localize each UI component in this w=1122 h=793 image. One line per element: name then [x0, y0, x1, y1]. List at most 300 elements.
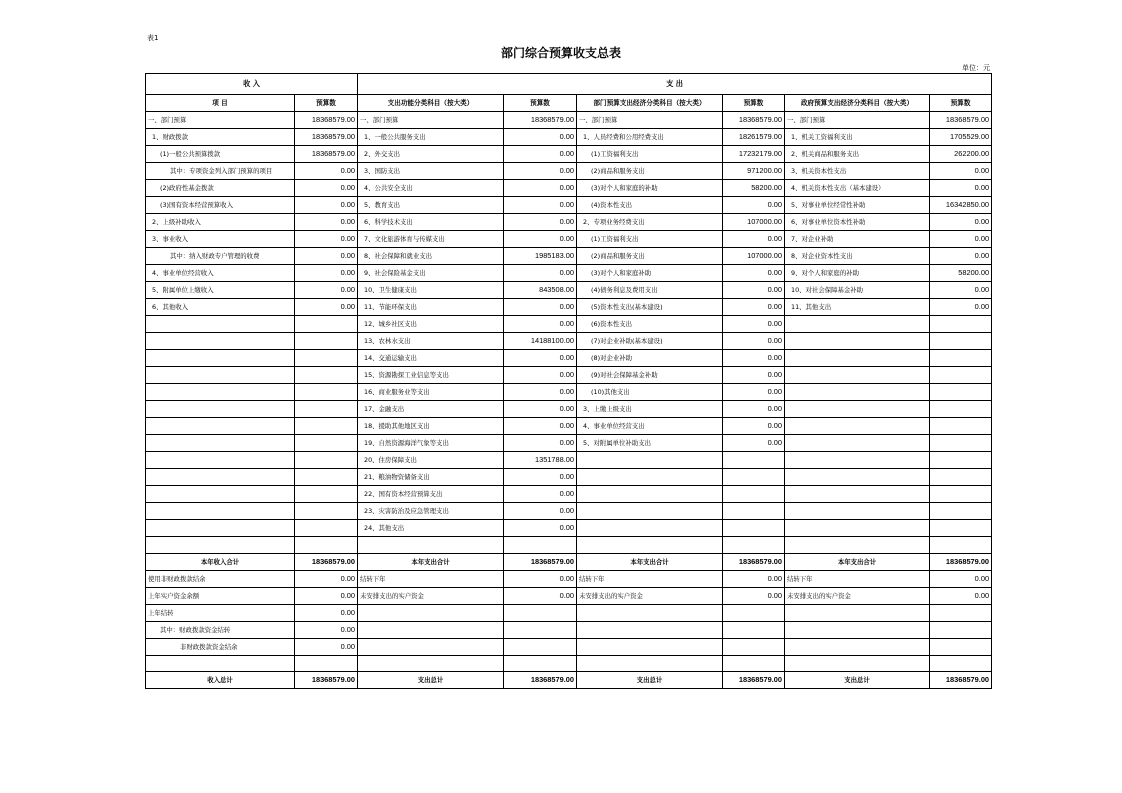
item-cell: 本年支出合计 [358, 554, 504, 571]
amount-cell [723, 452, 785, 469]
item-cell [785, 503, 930, 520]
item-cell [146, 435, 295, 452]
amount-cell: 16342850.00 [930, 197, 992, 214]
item-cell: 7、文化旅游体育与传媒支出 [358, 231, 504, 248]
item-cell: 上年结转 [146, 605, 295, 622]
amount-cell: 0.00 [723, 316, 785, 333]
item-cell: 3、事业收入 [146, 231, 295, 248]
amount-cell: 0.00 [295, 231, 358, 248]
amount-cell: 0.00 [504, 231, 577, 248]
item-cell [785, 367, 930, 384]
item-cell: (8)对企业补助 [577, 350, 723, 367]
column-header: 预算数 [930, 95, 992, 112]
amount-cell: 0.00 [504, 486, 577, 503]
amount-cell: 0.00 [723, 571, 785, 588]
column-header: 预算数 [723, 95, 785, 112]
amount-cell: 971200.00 [723, 163, 785, 180]
empty-cell [723, 537, 785, 554]
item-cell: (9)对社会保障基金补助 [577, 367, 723, 384]
table-row [146, 418, 992, 435]
item-cell: 使用非财政拨款结余 [146, 571, 295, 588]
amount-cell [930, 316, 992, 333]
item-cell: 支出总计 [785, 672, 930, 689]
table-row [146, 605, 992, 622]
item-cell: 24、其他支出 [358, 520, 504, 537]
amount-cell [295, 418, 358, 435]
item-cell: (5)资本性支出(基本建设) [577, 299, 723, 316]
amount-cell: 0.00 [504, 299, 577, 316]
item-cell: 4、公共安全支出 [358, 180, 504, 197]
amount-cell: 58200.00 [723, 180, 785, 197]
amount-cell [930, 605, 992, 622]
budget-summary-table [145, 73, 992, 689]
item-cell [358, 639, 504, 656]
item-cell: 12、城乡社区支出 [358, 316, 504, 333]
amount-cell: 0.00 [295, 571, 358, 588]
amount-cell: 0.00 [504, 503, 577, 520]
amount-cell: 0.00 [723, 282, 785, 299]
item-cell [146, 418, 295, 435]
amount-cell: 0.00 [930, 571, 992, 588]
amount-cell: 0.00 [504, 418, 577, 435]
amount-cell: 0.00 [723, 299, 785, 316]
column-header: 支出功能分类科目（按大类） [358, 95, 504, 112]
column-head-row [146, 95, 992, 112]
amount-cell [930, 469, 992, 486]
table-row [146, 571, 992, 588]
amount-cell: 0.00 [723, 384, 785, 401]
amount-cell: 1351788.00 [504, 452, 577, 469]
amount-cell [930, 639, 992, 656]
amount-cell [504, 605, 577, 622]
table-row [146, 622, 992, 639]
item-cell [785, 452, 930, 469]
empty-cell [504, 656, 577, 672]
amount-cell [295, 520, 358, 537]
amount-cell: 0.00 [504, 384, 577, 401]
column-header: 预算数 [504, 95, 577, 112]
item-cell: 未安排支出的实户资金 [358, 588, 504, 605]
amount-cell [295, 350, 358, 367]
empty-cell [358, 656, 504, 672]
table-row [146, 520, 992, 537]
item-cell: 其中：专项资金列入部门预算的项目 [146, 163, 295, 180]
amount-cell: 0.00 [504, 265, 577, 282]
item-cell [577, 452, 723, 469]
amount-cell [295, 469, 358, 486]
item-cell: (2)政府性基金拨款 [146, 180, 295, 197]
item-cell: (3)国有资本经营预算收入 [146, 197, 295, 214]
item-cell: 14、交通运输支出 [358, 350, 504, 367]
item-cell: (3)对个人和家庭补助 [577, 265, 723, 282]
item-cell: 10、卫生健康支出 [358, 282, 504, 299]
amount-cell: 17232179.00 [723, 146, 785, 163]
amount-cell: 0.00 [504, 129, 577, 146]
empty-cell [785, 537, 930, 554]
amount-cell [295, 452, 358, 469]
amount-cell [295, 503, 358, 520]
table-row [146, 503, 992, 520]
table-row [146, 265, 992, 282]
amount-cell [504, 622, 577, 639]
item-cell [146, 316, 295, 333]
item-cell: 一、部门预算 [785, 112, 930, 129]
item-cell: (4)资本性支出 [577, 197, 723, 214]
amount-cell: 18368579.00 [295, 672, 358, 689]
expense-section-head: 支 出 [358, 74, 992, 95]
amount-cell: 0.00 [295, 639, 358, 656]
amount-cell: 0.00 [504, 571, 577, 588]
table-row [146, 469, 992, 486]
amount-cell: 0.00 [723, 197, 785, 214]
amount-cell: 0.00 [930, 282, 992, 299]
table-row [146, 231, 992, 248]
item-cell: 8、对企业资本性支出 [785, 248, 930, 265]
amount-cell: 14188100.00 [504, 333, 577, 350]
table-row [146, 486, 992, 503]
item-cell [785, 316, 930, 333]
amount-cell: 0.00 [504, 214, 577, 231]
item-cell [577, 486, 723, 503]
table-row [146, 350, 992, 367]
item-cell: (2)商品和服务支出 [577, 248, 723, 265]
amount-cell [930, 435, 992, 452]
amount-cell: 0.00 [930, 180, 992, 197]
empty-cell [146, 537, 295, 554]
table-row [146, 180, 992, 197]
item-cell: (2)商品和服务支出 [577, 163, 723, 180]
item-cell: 2、专项业务经费支出 [577, 214, 723, 231]
empty-cell [723, 656, 785, 672]
item-cell [785, 622, 930, 639]
item-cell: 2、上级补助收入 [146, 214, 295, 231]
item-cell: 11、节能环保支出 [358, 299, 504, 316]
amount-cell [295, 384, 358, 401]
amount-cell: 0.00 [295, 588, 358, 605]
item-cell: 其中：纳入财政专户管理的收费 [146, 248, 295, 265]
item-cell: 3、国防支出 [358, 163, 504, 180]
table-row [146, 384, 992, 401]
item-cell [146, 384, 295, 401]
amount-cell: 0.00 [504, 588, 577, 605]
amount-cell: 18368579.00 [295, 112, 358, 129]
item-cell [785, 384, 930, 401]
spacer-row [146, 656, 992, 672]
item-cell: 支出总计 [358, 672, 504, 689]
item-cell: 5、教育支出 [358, 197, 504, 214]
item-cell: 20、住房保障支出 [358, 452, 504, 469]
amount-cell: 0.00 [723, 333, 785, 350]
item-cell [785, 350, 930, 367]
amount-cell: 18368579.00 [295, 554, 358, 571]
item-cell [785, 486, 930, 503]
grand-total-row [146, 672, 992, 689]
amount-cell: 0.00 [930, 214, 992, 231]
item-cell: 本年收入合计 [146, 554, 295, 571]
item-cell [146, 401, 295, 418]
item-cell [146, 469, 295, 486]
amount-cell [930, 622, 992, 639]
item-cell: 23、灾害防治及应急管理支出 [358, 503, 504, 520]
empty-cell [504, 537, 577, 554]
amount-cell: 18368579.00 [295, 146, 358, 163]
item-cell: 1、人员经费和公用经费支出 [577, 129, 723, 146]
amount-cell: 0.00 [295, 622, 358, 639]
column-header: 政府预算支出经济分类科目（按大类） [785, 95, 930, 112]
amount-cell: 0.00 [504, 197, 577, 214]
amount-cell: 0.00 [930, 248, 992, 265]
item-cell: 22、国有资本经营预算支出 [358, 486, 504, 503]
item-cell: 19、自然资源海洋气象等支出 [358, 435, 504, 452]
amount-cell [930, 350, 992, 367]
empty-cell [930, 537, 992, 554]
item-cell: 10、对社会保障基金补助 [785, 282, 930, 299]
amount-cell: 107000.00 [723, 248, 785, 265]
item-cell [146, 333, 295, 350]
amount-cell [723, 639, 785, 656]
amount-cell [930, 367, 992, 384]
item-cell [146, 350, 295, 367]
page-title: 部门综合预算收支总表 [500, 46, 621, 60]
item-cell [146, 367, 295, 384]
item-cell: 8、社会保障和就业支出 [358, 248, 504, 265]
empty-cell [295, 537, 358, 554]
item-cell [146, 486, 295, 503]
amount-cell: 0.00 [930, 231, 992, 248]
amount-cell: 0.00 [504, 469, 577, 486]
item-cell: 9、对个人和家庭的补助 [785, 265, 930, 282]
table-row [146, 639, 992, 656]
amount-cell: 0.00 [295, 197, 358, 214]
item-cell [577, 622, 723, 639]
amount-cell: 107000.00 [723, 214, 785, 231]
amount-cell: 18368579.00 [723, 672, 785, 689]
amount-cell [295, 333, 358, 350]
item-cell: 4、事业单位经营收入 [146, 265, 295, 282]
item-cell: 结转下年 [358, 571, 504, 588]
spacer-row [146, 537, 992, 554]
table-row [146, 248, 992, 265]
item-cell [785, 418, 930, 435]
item-cell: (3)对个人和家庭的补助 [577, 180, 723, 197]
item-cell: 收入总计 [146, 672, 295, 689]
amount-cell: 0.00 [295, 299, 358, 316]
amount-cell: 0.00 [930, 588, 992, 605]
amount-cell [930, 418, 992, 435]
amount-cell: 0.00 [295, 180, 358, 197]
item-cell: 6、其他收入 [146, 299, 295, 316]
item-cell: 5、对事业单位经常性补助 [785, 197, 930, 214]
amount-cell: 0.00 [723, 588, 785, 605]
amount-cell: 1985183.00 [504, 248, 577, 265]
table-row [146, 367, 992, 384]
table-row [146, 588, 992, 605]
item-cell: 9、社会保险基金支出 [358, 265, 504, 282]
item-cell: (1)工资福利支出 [577, 146, 723, 163]
amount-cell: 0.00 [723, 418, 785, 435]
amount-cell: 0.00 [504, 520, 577, 537]
table-row [146, 112, 992, 129]
item-cell: 6、对事业单位资本性补助 [785, 214, 930, 231]
amount-cell: 18368579.00 [504, 112, 577, 129]
amount-cell: 0.00 [504, 316, 577, 333]
item-cell: 一、部门预算 [358, 112, 504, 129]
amount-cell [723, 469, 785, 486]
amount-cell: 0.00 [930, 299, 992, 316]
amount-cell: 0.00 [723, 350, 785, 367]
item-cell: 3、机关资本性支出 [785, 163, 930, 180]
income-section-head: 收 入 [146, 74, 358, 95]
item-cell [785, 469, 930, 486]
item-cell [785, 639, 930, 656]
item-cell: 2、机关商品和服务支出 [785, 146, 930, 163]
item-cell: 15、资源勘探工业信息等支出 [358, 367, 504, 384]
item-cell [577, 520, 723, 537]
item-cell: (1)工资福利支出 [577, 231, 723, 248]
item-cell: (7)对企业补助(基本建设) [577, 333, 723, 350]
item-cell [785, 401, 930, 418]
item-cell: 2、外交支出 [358, 146, 504, 163]
item-cell: 结转下年 [785, 571, 930, 588]
empty-cell [930, 656, 992, 672]
item-cell: 上年实户资金余额 [146, 588, 295, 605]
amount-cell: 0.00 [295, 248, 358, 265]
table-row [146, 214, 992, 231]
empty-cell [785, 656, 930, 672]
amount-cell: 0.00 [504, 367, 577, 384]
table-row [146, 435, 992, 452]
item-cell [577, 469, 723, 486]
item-cell: 结转下年 [577, 571, 723, 588]
amount-cell: 0.00 [723, 401, 785, 418]
table-row [146, 401, 992, 418]
item-cell: 一、部门预算 [146, 112, 295, 129]
amount-cell: 0.00 [723, 367, 785, 384]
empty-cell [146, 656, 295, 672]
amount-cell: 0.00 [504, 350, 577, 367]
item-cell: 13、农林水支出 [358, 333, 504, 350]
empty-cell [358, 537, 504, 554]
amount-cell: 0.00 [504, 435, 577, 452]
item-cell: 6、科学技术支出 [358, 214, 504, 231]
amount-cell [723, 520, 785, 537]
table-row [146, 146, 992, 163]
annual-total-row [146, 554, 992, 571]
empty-cell [577, 656, 723, 672]
table-number: 表1 [147, 34, 159, 42]
column-header: 预算数 [295, 95, 358, 112]
item-cell [358, 605, 504, 622]
amount-cell: 0.00 [723, 231, 785, 248]
amount-cell: 18261579.00 [723, 129, 785, 146]
amount-cell: 0.00 [295, 265, 358, 282]
amount-cell: 0.00 [723, 435, 785, 452]
item-cell [785, 435, 930, 452]
item-cell [146, 520, 295, 537]
amount-cell [930, 486, 992, 503]
column-header: 项 目 [146, 95, 295, 112]
amount-cell [295, 435, 358, 452]
item-cell: 17、金融支出 [358, 401, 504, 418]
item-cell: 4、事业单位经营支出 [577, 418, 723, 435]
amount-cell: 18368579.00 [295, 129, 358, 146]
unit-label: 单位：元 [962, 64, 990, 72]
table-row [146, 163, 992, 180]
amount-cell [723, 486, 785, 503]
amount-cell: 0.00 [295, 163, 358, 180]
item-cell: (1)一般公共预算拨款 [146, 146, 295, 163]
amount-cell [723, 503, 785, 520]
amount-cell [930, 401, 992, 418]
amount-cell [930, 333, 992, 350]
item-cell [577, 639, 723, 656]
item-cell: 1、一般公共服务支出 [358, 129, 504, 146]
item-cell: 5、附属单位上缴收入 [146, 282, 295, 299]
item-cell [577, 503, 723, 520]
item-cell [146, 452, 295, 469]
amount-cell: 18368579.00 [504, 554, 577, 571]
amount-cell [723, 622, 785, 639]
item-cell: (10)其他支出 [577, 384, 723, 401]
amount-cell: 18368579.00 [930, 672, 992, 689]
item-cell: 11、其他支出 [785, 299, 930, 316]
item-cell: 4、机关资本性支出（基本建设） [785, 180, 930, 197]
amount-cell: 0.00 [504, 146, 577, 163]
item-cell [358, 622, 504, 639]
item-cell: 本年支出合计 [577, 554, 723, 571]
item-cell [785, 333, 930, 350]
table-row [146, 299, 992, 316]
table-row [146, 452, 992, 469]
item-cell: (6)资本性支出 [577, 316, 723, 333]
amount-cell: 843508.00 [504, 282, 577, 299]
amount-cell: 18368579.00 [930, 554, 992, 571]
item-cell: 1、机关工资福利支出 [785, 129, 930, 146]
item-cell: 未安排支出的实户资金 [785, 588, 930, 605]
item-cell: 非财政拨款资金结余 [146, 639, 295, 656]
amount-cell: 0.00 [504, 180, 577, 197]
amount-cell: 262200.00 [930, 146, 992, 163]
item-cell: (4)债务利息及费用支出 [577, 282, 723, 299]
item-cell: 18、援助其他地区支出 [358, 418, 504, 435]
amount-cell: 0.00 [504, 163, 577, 180]
item-cell: 21、粮油物资储备支出 [358, 469, 504, 486]
amount-cell [930, 452, 992, 469]
item-cell [785, 605, 930, 622]
amount-cell: 0.00 [504, 401, 577, 418]
amount-cell [930, 384, 992, 401]
item-cell: 未安排支出的实户资金 [577, 588, 723, 605]
amount-cell [930, 503, 992, 520]
item-cell: 一、部门预算 [577, 112, 723, 129]
column-header: 部门预算支出经济分类科目（按大类） [577, 95, 723, 112]
amount-cell [295, 367, 358, 384]
table-row [146, 333, 992, 350]
amount-cell [930, 520, 992, 537]
amount-cell: 18368579.00 [930, 112, 992, 129]
section-head-row [146, 74, 992, 95]
empty-cell [295, 656, 358, 672]
amount-cell: 0.00 [930, 163, 992, 180]
item-cell: 5、对附属单位补助支出 [577, 435, 723, 452]
item-cell: 16、商业服务业等支出 [358, 384, 504, 401]
amount-cell: 18368579.00 [504, 672, 577, 689]
amount-cell: 0.00 [295, 214, 358, 231]
item-cell: 本年支出合计 [785, 554, 930, 571]
item-cell: 1、财政拨款 [146, 129, 295, 146]
amount-cell: 0.00 [295, 282, 358, 299]
table-row [146, 129, 992, 146]
